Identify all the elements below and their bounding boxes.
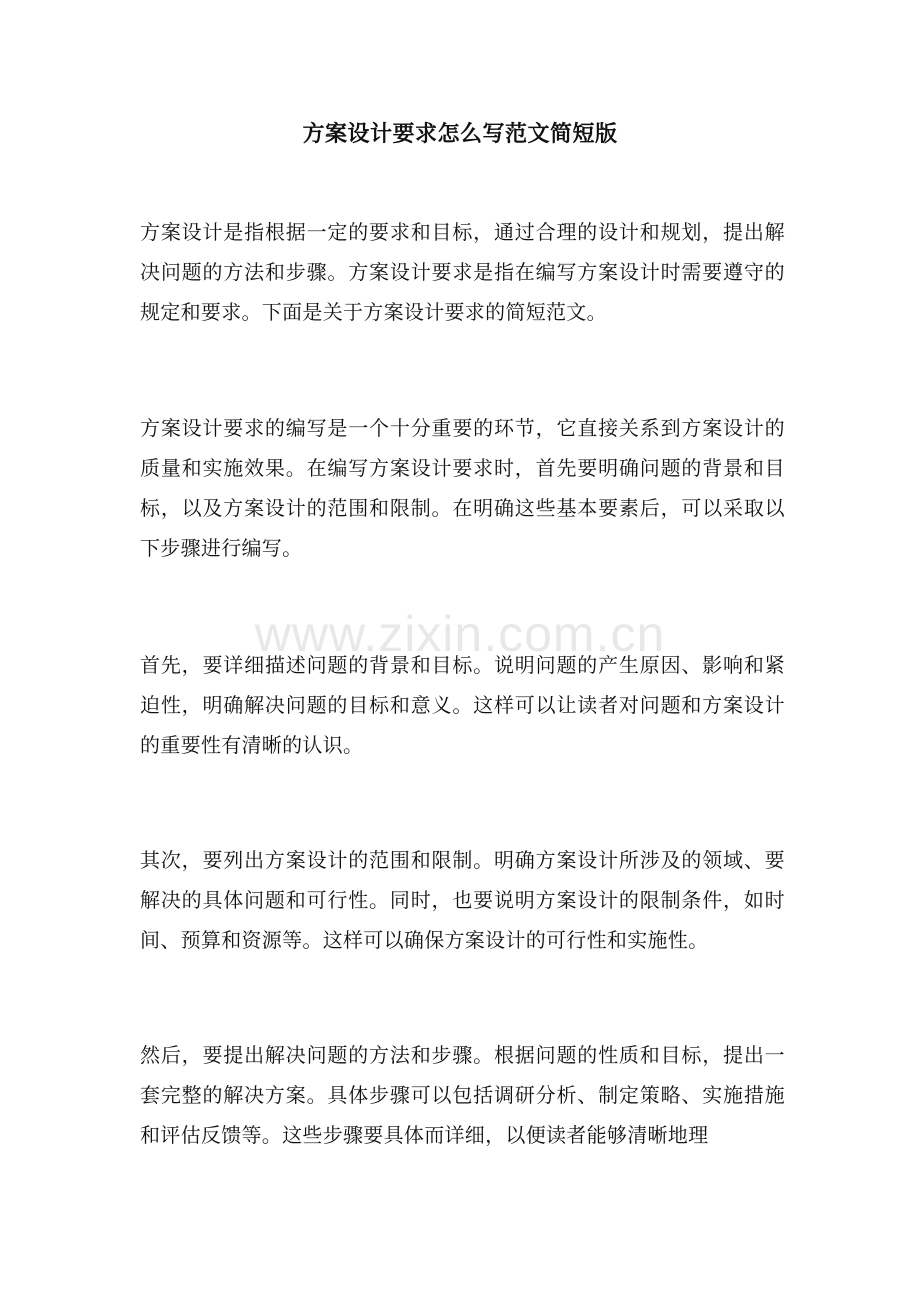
paragraph-1: 方案设计是指根据一定的要求和目标，通过合理的设计和规划，提出解决问题的方法和步骤。方案设计要求是指在编写方案设计时需要遵守的规定和要求。下面是关于方案设计要求的简短范文。 <box>140 220 785 324</box>
paragraph-4: 其次，要列出方案设计的范围和限制。明确方案设计所涉及的领域、要解决的具体问题和可行性。同时，也要说明方案设计的限制条件，如时间、预算和资源等。这样可以确保方案设计的可行性和实施性。 <box>140 848 785 952</box>
paragraph-3: 首先，要详细描述问题的背景和目标。说明问题的产生原因、影响和紧迫性，明确解决问题的目标和意义。这样可以让读者对问题和方案设计的重要性有清晰的认识。 <box>140 653 785 757</box>
watermark: www.zixin.com.cn <box>254 606 666 662</box>
paragraph-5: 然后，要提出解决问题的方法和步骤。根据问题的性质和目标，提出一套完整的解决方案。具体步骤可以包括调研分析、制定策略、实施措施和评估反馈等。这些步骤要具体而详细，以便读者能够清晰地理 <box>140 1043 785 1147</box>
document-title: 方案设计要求怎么写范文简短版 <box>302 121 618 147</box>
paragraph-2: 方案设计要求的编写是一个十分重要的环节，它直接关系到方案设计的质量和实施效果。在编写方案设计要求时，首先要明确问题的背景和目标，以及方案设计的范围和限制。在明确这些基本要素后，可以采取以下步骤进行编写。 <box>140 416 785 560</box>
